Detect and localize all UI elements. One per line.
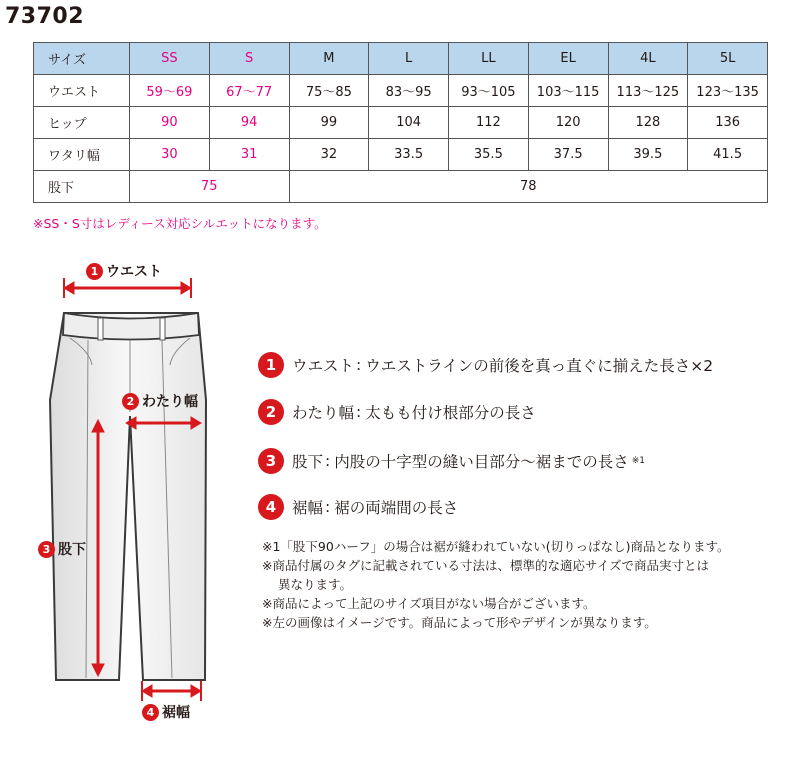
- number-badge: 3: [258, 448, 284, 474]
- table-row: [34, 107, 768, 139]
- table-cell: 37.5: [528, 139, 608, 171]
- pants-illustration: [0, 240, 250, 758]
- number-badge: 4: [258, 494, 284, 520]
- header-cell: SS: [130, 43, 210, 75]
- number-badge: 1: [86, 263, 103, 280]
- legend-description: 裾の両端間の長さ: [334, 499, 459, 517]
- number-badge: 2: [122, 393, 139, 410]
- diagram-label-text: ウエスト: [106, 264, 162, 280]
- number-badge: 1: [258, 352, 284, 378]
- table-cell: 113〜125: [608, 75, 688, 107]
- diagram-label-text: 裾幅: [162, 705, 190, 721]
- table-cell: 59〜69: [130, 75, 210, 107]
- notes-block: [262, 537, 729, 632]
- legend-item-hem: [258, 494, 458, 520]
- table-cell: 33.5: [369, 139, 449, 171]
- diagram-label-waist: [86, 261, 162, 281]
- header-cell: L: [369, 43, 449, 75]
- legend-item-inseam: [258, 448, 645, 474]
- header-cell: S: [209, 43, 289, 75]
- table-cell: 128: [608, 107, 688, 139]
- table-cell: 120: [528, 107, 608, 139]
- header-cell: EL: [528, 43, 608, 75]
- legend-term: わたり幅: [292, 404, 355, 422]
- table-cell-ladies-inseam: 75: [130, 171, 290, 203]
- table-cell: 67〜77: [209, 75, 289, 107]
- row-label: 股下: [34, 171, 130, 203]
- number-badge: 2: [258, 399, 284, 425]
- size-table-header-row: [34, 43, 768, 75]
- table-row: [34, 75, 768, 107]
- table-cell: 41.5: [688, 139, 768, 171]
- table-cell: 99: [289, 107, 369, 139]
- ladies-silhouette-note: ※SS・S寸はレディース対応シルエットになります。: [33, 216, 327, 231]
- legend-term: 裾幅: [292, 499, 324, 517]
- header-cell: サイズ: [34, 43, 130, 75]
- legend-description: ウエストラインの前後を真っ直ぐに揃えた長さ×2: [365, 357, 714, 375]
- table-cell: 39.5: [608, 139, 688, 171]
- pants-shape: [50, 313, 206, 680]
- table-cell: 30: [130, 139, 210, 171]
- product-code: 73702: [5, 4, 85, 29]
- hem-arrow: [142, 681, 201, 701]
- diagram-label-text: わたり幅: [142, 394, 198, 410]
- diagram-label-hem: [142, 702, 190, 722]
- table-cell-mens-inseam: 78: [289, 171, 768, 203]
- header-cell: M: [289, 43, 369, 75]
- table-cell: 94: [209, 107, 289, 139]
- table-row-inseam: [34, 171, 768, 203]
- row-label: ヒップ: [34, 107, 130, 139]
- legend-description: 内股の十字型の縫い目部分〜裾までの長さ: [334, 453, 629, 471]
- legend-item-thigh: [258, 399, 536, 425]
- table-cell: 31: [209, 139, 289, 171]
- legend-separator: :: [325, 452, 331, 470]
- table-cell: 93〜105: [449, 75, 529, 107]
- diagram-label-text: 股下: [58, 542, 86, 558]
- table-row: [34, 139, 768, 171]
- legend-footnote-ref: ※1: [631, 456, 646, 466]
- table-cell: 35.5: [449, 139, 529, 171]
- belt-loop: [160, 318, 165, 340]
- number-badge: 3: [38, 541, 55, 558]
- size-table: [33, 42, 768, 203]
- waist-arrow: [64, 278, 191, 298]
- legend-separator: :: [356, 403, 362, 421]
- diagram-label-thigh: [122, 391, 198, 411]
- belt-loop: [98, 318, 103, 340]
- table-cell: 83〜95: [369, 75, 449, 107]
- pants-diagram: [0, 240, 250, 758]
- number-badge: 4: [142, 704, 159, 721]
- header-cell: LL: [449, 43, 529, 75]
- note-line: ※商品によって上記のサイズ項目がない場合がございます。: [262, 596, 596, 611]
- diagram-label-inseam: [38, 539, 86, 559]
- row-label: ワタリ幅: [34, 139, 130, 171]
- header-cell: 5L: [688, 43, 768, 75]
- header-cell: 4L: [608, 43, 688, 75]
- legend-item-waist: [258, 352, 713, 378]
- note-line: ※左の画像はイメージです。商品によって形やデザインが異なります。: [262, 615, 657, 630]
- table-cell: 32: [289, 139, 369, 171]
- note-line: ※1「股下90ハーフ」の場合は裾が縫われていない(切りっぱなし)商品となります。: [262, 539, 730, 554]
- note-line: 異なります。: [278, 577, 353, 592]
- table-cell: 90: [130, 107, 210, 139]
- legend-term: ウエスト: [292, 357, 355, 375]
- legend-separator: :: [356, 356, 362, 374]
- table-cell: 75〜85: [289, 75, 369, 107]
- table-cell: 136: [688, 107, 768, 139]
- row-label: ウエスト: [34, 75, 130, 107]
- table-cell: 123〜135: [688, 75, 768, 107]
- note-line: ※商品付属のタグに記載されている寸法は、標準的な適応サイズで商品実寸とは: [262, 558, 709, 573]
- table-cell: 103〜115: [528, 75, 608, 107]
- legend-term: 股下: [292, 453, 324, 471]
- table-cell: 104: [369, 107, 449, 139]
- legend-separator: :: [325, 498, 331, 516]
- legend-description: 太もも付け根部分の長さ: [365, 404, 536, 422]
- table-cell: 112: [449, 107, 529, 139]
